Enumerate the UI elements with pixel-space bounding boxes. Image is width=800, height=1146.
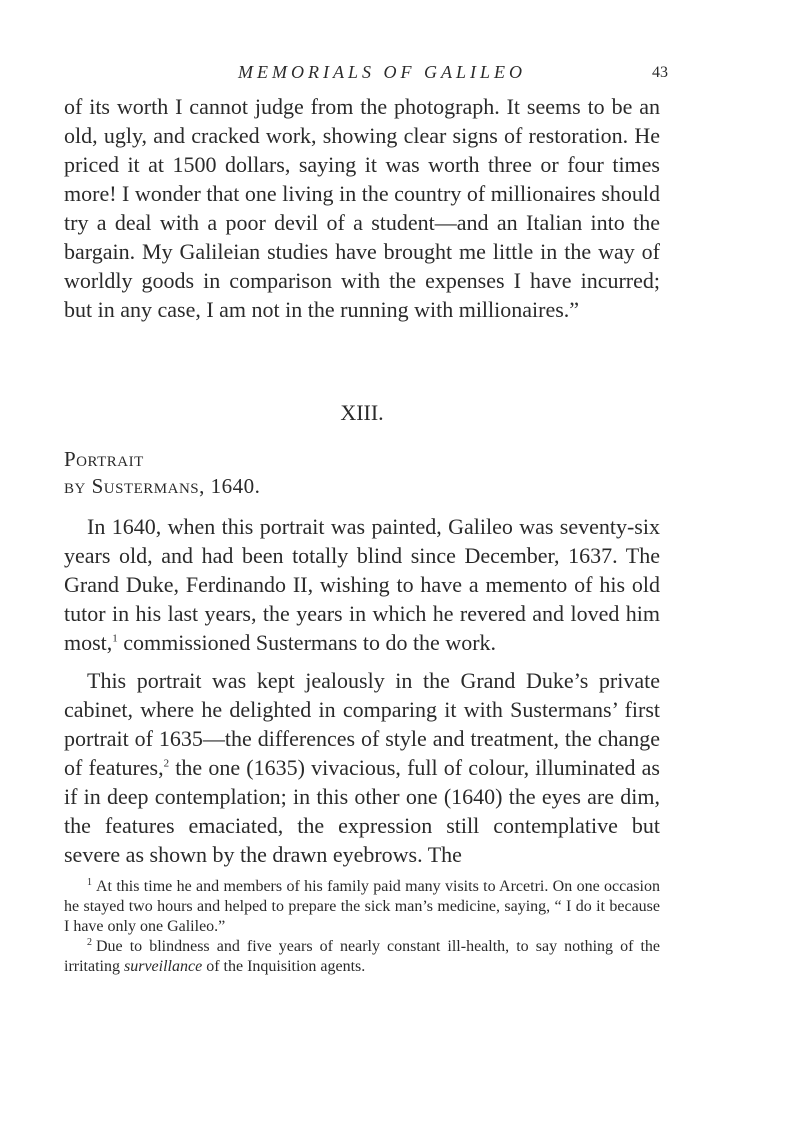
paragraph-2-text-b: the one (1635) vivacious, full of colour, illuminated as if in deep contemplation; in this other one (1640) the eyes are dim, the features emaciated, the expression still contemplative but severe as shown by the drawn eyebrows. The: [64, 755, 660, 867]
footnote-2-text-b: of the Inquisition agents.: [202, 958, 366, 975]
section-title-line-1: Portrait: [64, 447, 144, 471]
paragraph-1: [64, 512, 660, 657]
paragraph-1-text-a: In 1640, when this portrait was painted, Galileo was seventy-six years old, and had been totally blind since December, 1637. The Grand Duke, Ferdinando II, wishing to have a memento of his old tutor in his last years, the years in which he revered and loved him most,: [64, 514, 660, 655]
footnote-2-italic: surveillance: [123, 958, 203, 975]
paragraph-2-text-a: This portrait was kept jealously in the Grand Duke’s private cabinet, where he delighted in comparing it with Sustermans’ first portrait of 1635—the differences of style and treatment, the change of features,: [64, 668, 660, 780]
paragraph-1-text-b: commissioned Sustermans to do the work.: [117, 630, 497, 655]
footnote-ref-1: 1: [112, 632, 118, 645]
opening-paragraph: of its worth I cannot judge from the photograph. It seems to be an old, ugly, and cracked work, showing clear signs of restoration. He priced it at 1500 dollars, saying it was worth three or four times more! I wonder that one living in the country of millionaires should try a deal with a poor devil of a student—and an Italian into the bargain. My Galileian studies have brought me little in the way of worldly goods in comparison with the expenses I have incurred; but in any case, I am not in the running with millionaires.”: [64, 94, 660, 322]
paragraph-2: [64, 666, 660, 869]
footnote-1-mark: 1: [87, 876, 92, 888]
footnote-1: [64, 877, 660, 937]
book-page: [64, 62, 668, 977]
running-header: [64, 62, 668, 92]
section-number: XIII.: [340, 400, 384, 425]
footnote-2-text-a: Due to blindness and five years of nearly constant ill-health, to say nothing of the irritating: [64, 938, 660, 975]
footnote-ref-2: 2: [163, 757, 170, 770]
section-title-line-2: by Sustermans, 1640.: [64, 474, 261, 498]
footnotes: [64, 877, 660, 977]
footnote-2-mark: 2: [87, 936, 92, 948]
footnote-1-text: At this time he and members of his family paid many visits to Arcetri. On one occasion he stayed two hours and helped to prepare the sick man’s medicine, saying, “ I do it because I have only one Galileo.”: [64, 878, 660, 935]
footnote-2: [64, 937, 660, 977]
running-title: MEMORIALS OF GALILEO: [238, 62, 526, 82]
page-number: 43: [652, 64, 668, 81]
